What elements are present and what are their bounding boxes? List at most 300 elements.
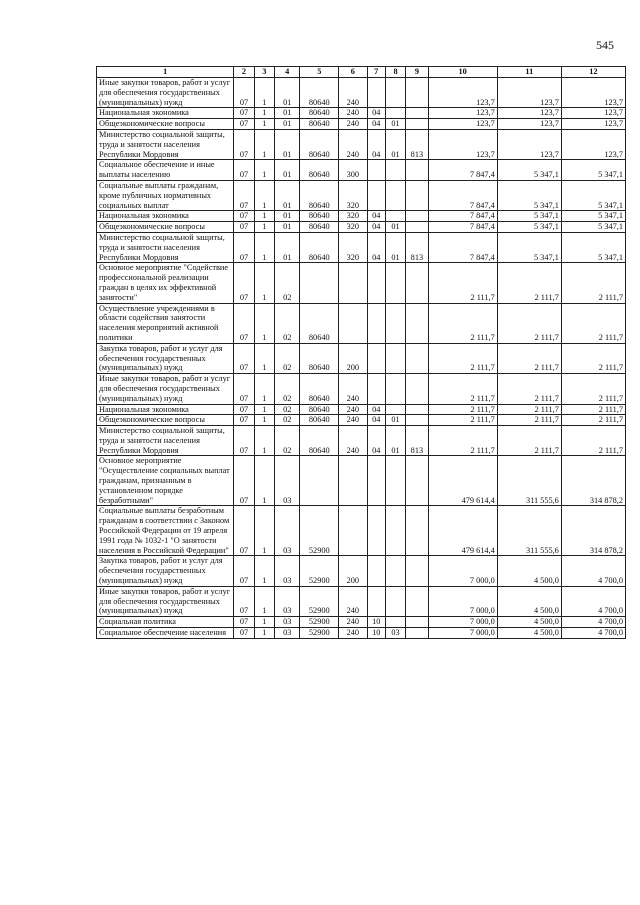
amount-cell: 479 614,4 [428,506,497,556]
code-cell: 320 [339,211,367,222]
code-cell: 03 [275,628,300,639]
amount-cell: 2 111,7 [428,374,497,404]
amount-cell: 2 111,7 [428,343,497,373]
code-cell: 07 [234,415,254,426]
code-cell: 01 [275,78,300,108]
code-cell: 01 [275,211,300,222]
code-cell: 07 [234,78,254,108]
row-name-cell: Социальные выплаты безработным гражданам в соответствии с Законом Российской Федерации от 19 апреля 1991 года № 1032-1 "О занятости населения в Российской Федерации" [97,506,234,556]
code-cell: 52900 [300,617,339,628]
table-body [97,78,626,639]
code-cell [367,456,385,506]
code-cell [385,404,405,415]
amount-cell: 123,7 [497,129,561,159]
code-cell: 1 [254,426,274,456]
amount-cell: 2 111,7 [428,415,497,426]
amount-cell: 311 555,6 [497,506,561,556]
code-cell [385,617,405,628]
table-row [97,415,626,426]
code-cell: 1 [254,160,274,181]
amount-cell: 4 700,0 [561,556,625,586]
column-header: 12 [561,67,625,78]
table-row [97,232,626,262]
code-cell: 320 [339,222,367,233]
code-cell [367,343,385,373]
code-cell [406,617,428,628]
code-cell: 240 [339,119,367,130]
code-cell: 1 [254,119,274,130]
amount-cell: 2 111,7 [561,343,625,373]
code-cell: 01 [385,415,405,426]
amount-cell: 2 111,7 [561,303,625,343]
code-cell [385,78,405,108]
code-cell: 03 [275,617,300,628]
code-cell [367,180,385,210]
row-name-cell: Иные закупки товаров, работ и услуг для обеспечения государственных (муниципальных) нужд [97,586,234,616]
amount-cell: 123,7 [497,78,561,108]
amount-cell: 5 347,1 [561,222,625,233]
code-cell [385,556,405,586]
row-name-cell: Общеэкономические вопросы [97,119,234,130]
code-cell [385,506,405,556]
amount-cell: 2 111,7 [561,415,625,426]
code-cell: 07 [234,374,254,404]
table-row [97,506,626,556]
code-cell: 04 [367,119,385,130]
code-cell: 07 [234,119,254,130]
code-cell: 1 [254,180,274,210]
code-cell [339,303,367,343]
code-cell: 07 [234,180,254,210]
amount-cell: 7 847,4 [428,160,497,181]
code-cell: 03 [275,456,300,506]
code-cell [385,108,405,119]
amount-cell: 123,7 [561,108,625,119]
table-row [97,628,626,639]
amount-cell: 123,7 [428,78,497,108]
code-cell: 01 [275,160,300,181]
code-cell: 02 [275,374,300,404]
column-header: 8 [385,67,405,78]
code-cell: 80640 [300,415,339,426]
code-cell: 02 [275,263,300,303]
code-cell: 04 [367,108,385,119]
code-cell [367,506,385,556]
column-header: 1 [97,67,234,78]
code-cell [385,160,405,181]
table-row [97,556,626,586]
code-cell [406,263,428,303]
table-row [97,263,626,303]
code-cell: 07 [234,586,254,616]
row-name-cell: Министерство социальной защиты, труда и занятости населения Республики Мордовия [97,232,234,262]
code-cell: 01 [275,129,300,159]
code-cell [300,456,339,506]
code-cell: 813 [406,232,428,262]
code-cell: 80640 [300,129,339,159]
code-cell: 80640 [300,426,339,456]
amount-cell: 5 347,1 [561,160,625,181]
amount-cell: 4 500,0 [497,586,561,616]
code-cell [339,456,367,506]
code-cell [385,586,405,616]
code-cell [406,78,428,108]
code-cell [406,556,428,586]
row-name-cell: Национальная экономика [97,211,234,222]
page-number: 545 [596,38,614,52]
row-name-cell: Общеэкономические вопросы [97,222,234,233]
code-cell: 200 [339,556,367,586]
amount-cell: 2 111,7 [428,263,497,303]
code-cell: 80640 [300,404,339,415]
code-cell [406,180,428,210]
amount-cell: 123,7 [428,129,497,159]
amount-cell: 5 347,1 [497,211,561,222]
code-cell: 03 [275,506,300,556]
table-row [97,617,626,628]
column-header: 3 [254,67,274,78]
row-name-cell: Общеэкономические вопросы [97,415,234,426]
table-row [97,211,626,222]
code-cell: 80640 [300,119,339,130]
table-row [97,108,626,119]
table-row [97,426,626,456]
code-cell: 1 [254,404,274,415]
amount-cell: 7 847,4 [428,211,497,222]
code-cell [406,628,428,639]
code-cell: 240 [339,415,367,426]
code-cell: 01 [385,129,405,159]
code-cell: 320 [339,180,367,210]
amount-cell: 123,7 [561,119,625,130]
row-name-cell: Осуществление учреждениями в области содействия занятости населения мероприятий активной политики [97,303,234,343]
code-cell [406,404,428,415]
code-cell [406,108,428,119]
code-cell: 07 [234,426,254,456]
code-cell: 04 [367,232,385,262]
code-cell: 1 [254,108,274,119]
code-cell [406,160,428,181]
code-cell: 240 [339,374,367,404]
column-header: 2 [234,67,254,78]
code-cell: 80640 [300,160,339,181]
code-cell [385,456,405,506]
code-cell: 1 [254,232,274,262]
code-cell: 813 [406,426,428,456]
amount-cell: 123,7 [497,119,561,130]
code-cell [385,263,405,303]
row-name-cell: Закупка товаров, работ и услуг для обеспечения государственных (муниципальных) нужд [97,343,234,373]
code-cell: 04 [367,415,385,426]
amount-cell: 2 111,7 [497,263,561,303]
column-header: 11 [497,67,561,78]
code-cell [406,506,428,556]
code-cell: 07 [234,404,254,415]
row-name-cell: Иные закупки товаров, работ и услуг для обеспечения государственных (муниципальных) нужд [97,374,234,404]
column-header: 4 [275,67,300,78]
code-cell: 07 [234,343,254,373]
amount-cell: 2 111,7 [561,263,625,303]
code-cell: 04 [367,426,385,456]
amount-cell: 314 878,2 [561,506,625,556]
code-cell: 04 [367,222,385,233]
code-cell [406,415,428,426]
amount-cell: 5 347,1 [497,232,561,262]
code-cell [406,456,428,506]
code-cell: 52900 [300,628,339,639]
code-cell: 80640 [300,374,339,404]
code-cell [367,78,385,108]
code-cell: 07 [234,506,254,556]
code-cell [385,374,405,404]
code-cell: 07 [234,211,254,222]
table-row [97,180,626,210]
code-cell: 01 [275,180,300,210]
code-cell: 01 [385,232,405,262]
code-cell [406,586,428,616]
amount-cell: 2 111,7 [497,426,561,456]
amount-cell: 7 847,4 [428,180,497,210]
code-cell [385,180,405,210]
code-cell [367,303,385,343]
row-name-cell: Социальное обеспечение и иные выплаты населению [97,160,234,181]
amount-cell: 2 111,7 [497,404,561,415]
amount-cell: 7 000,0 [428,556,497,586]
code-cell: 200 [339,343,367,373]
code-cell: 07 [234,232,254,262]
code-cell [367,263,385,303]
code-cell: 240 [339,404,367,415]
amount-cell: 2 111,7 [497,343,561,373]
code-cell: 320 [339,232,367,262]
code-cell: 52900 [300,506,339,556]
amount-cell: 314 878,2 [561,456,625,506]
amount-cell: 5 347,1 [497,160,561,181]
amount-cell: 2 111,7 [428,303,497,343]
code-cell: 1 [254,129,274,159]
budget-table [96,66,626,639]
code-cell: 07 [234,160,254,181]
code-cell: 80640 [300,211,339,222]
table-row [97,160,626,181]
code-cell: 01 [275,108,300,119]
table-row [97,374,626,404]
code-cell [406,222,428,233]
code-cell [367,374,385,404]
table-row [97,343,626,373]
code-cell: 1 [254,263,274,303]
row-name-cell: Основное мероприятие "Содействие профессиональной реализации граждан в целях их эффективной занятости" [97,263,234,303]
code-cell: 07 [234,628,254,639]
code-cell: 07 [234,617,254,628]
table-row [97,404,626,415]
row-name-cell: Министерство социальной защиты, труда и занятости населения Республики Мордовия [97,129,234,159]
amount-cell: 2 111,7 [497,374,561,404]
code-cell: 1 [254,506,274,556]
code-cell [367,556,385,586]
code-cell: 80640 [300,78,339,108]
code-cell: 80640 [300,180,339,210]
code-cell: 240 [339,129,367,159]
row-name-cell: Министерство социальной защиты, труда и занятости населения Республики Мордовия [97,426,234,456]
amount-cell: 5 347,1 [561,211,625,222]
code-cell: 02 [275,426,300,456]
row-name-cell: Социальное обеспечение населения [97,628,234,639]
code-cell: 80640 [300,343,339,373]
code-cell: 07 [234,263,254,303]
table-row [97,78,626,108]
code-cell: 80640 [300,303,339,343]
code-cell [406,119,428,130]
amount-cell: 2 111,7 [561,426,625,456]
code-cell: 1 [254,78,274,108]
code-cell: 01 [275,232,300,262]
code-cell: 52900 [300,586,339,616]
amount-cell: 7 000,0 [428,586,497,616]
table-row [97,222,626,233]
code-cell: 04 [367,404,385,415]
row-name-cell: Национальная экономика [97,404,234,415]
table-row [97,456,626,506]
code-cell: 1 [254,343,274,373]
code-cell [385,211,405,222]
code-cell: 300 [339,160,367,181]
code-cell: 04 [367,129,385,159]
table-row [97,303,626,343]
amount-cell: 4 500,0 [497,628,561,639]
code-cell: 03 [385,628,405,639]
row-name-cell: Социальные выплаты гражданам, кроме публичных нормативных социальных выплат [97,180,234,210]
code-cell: 1 [254,617,274,628]
row-name-cell: Социальная политика [97,617,234,628]
table-row [97,129,626,159]
amount-cell: 7 000,0 [428,617,497,628]
code-cell: 03 [275,556,300,586]
code-cell: 240 [339,586,367,616]
code-cell [385,303,405,343]
amount-cell: 4 700,0 [561,628,625,639]
amount-cell: 479 614,4 [428,456,497,506]
amount-cell: 123,7 [497,108,561,119]
code-cell: 1 [254,586,274,616]
code-cell: 07 [234,222,254,233]
amount-cell: 7 847,4 [428,232,497,262]
code-cell: 07 [234,456,254,506]
code-cell: 240 [339,617,367,628]
code-cell [339,263,367,303]
code-cell: 240 [339,628,367,639]
amount-cell: 123,7 [428,108,497,119]
amount-cell: 2 111,7 [561,374,625,404]
code-cell: 240 [339,78,367,108]
code-cell: 10 [367,617,385,628]
amount-cell: 5 347,1 [497,222,561,233]
code-cell [367,586,385,616]
amount-cell: 311 555,6 [497,456,561,506]
amount-cell: 2 111,7 [497,303,561,343]
code-cell: 813 [406,129,428,159]
code-cell: 02 [275,343,300,373]
code-cell: 01 [385,222,405,233]
code-cell [406,374,428,404]
code-cell: 1 [254,211,274,222]
code-cell: 02 [275,404,300,415]
amount-cell: 7 847,4 [428,222,497,233]
column-header: 10 [428,67,497,78]
code-cell: 1 [254,415,274,426]
amount-cell: 4 700,0 [561,586,625,616]
row-name-cell: Иные закупки товаров, работ и услуг для обеспечения государственных (муниципальных) нужд [97,78,234,108]
code-cell: 04 [367,211,385,222]
code-cell: 1 [254,374,274,404]
row-name-cell: Закупка товаров, работ и услуг для обеспечения государственных (муниципальных) нужд [97,556,234,586]
table-row [97,119,626,130]
code-cell: 1 [254,556,274,586]
code-cell: 01 [275,119,300,130]
amount-cell: 123,7 [561,129,625,159]
amount-cell: 5 347,1 [561,180,625,210]
code-cell: 1 [254,303,274,343]
column-header: 5 [300,67,339,78]
code-cell: 80640 [300,222,339,233]
row-name-cell: Национальная экономика [97,108,234,119]
table-row [97,586,626,616]
amount-cell: 7 000,0 [428,628,497,639]
code-cell: 07 [234,108,254,119]
code-cell: 80640 [300,108,339,119]
code-cell [367,160,385,181]
code-cell: 01 [385,426,405,456]
code-cell: 03 [275,586,300,616]
amount-cell: 123,7 [561,78,625,108]
amount-cell: 2 111,7 [428,426,497,456]
code-cell [406,211,428,222]
code-cell: 01 [275,222,300,233]
code-cell: 1 [254,222,274,233]
code-cell [406,343,428,373]
code-cell: 80640 [300,232,339,262]
amount-cell: 123,7 [428,119,497,130]
column-header: 9 [406,67,428,78]
amount-cell: 4 700,0 [561,617,625,628]
code-cell: 1 [254,456,274,506]
code-cell: 52900 [300,556,339,586]
code-cell [339,506,367,556]
amount-cell: 2 111,7 [428,404,497,415]
code-cell: 07 [234,556,254,586]
amount-cell: 2 111,7 [497,415,561,426]
amount-cell: 4 500,0 [497,617,561,628]
code-cell: 1 [254,628,274,639]
code-cell: 10 [367,628,385,639]
code-cell: 07 [234,303,254,343]
column-header: 7 [367,67,385,78]
amount-cell: 2 111,7 [561,404,625,415]
header-row [97,67,626,78]
code-cell: 01 [385,119,405,130]
amount-cell: 5 347,1 [497,180,561,210]
amount-cell: 4 500,0 [497,556,561,586]
code-cell [406,303,428,343]
code-cell [385,343,405,373]
code-cell: 240 [339,426,367,456]
amount-cell: 5 347,1 [561,232,625,262]
column-header: 6 [339,67,367,78]
code-cell: 240 [339,108,367,119]
code-cell: 07 [234,129,254,159]
code-cell: 02 [275,415,300,426]
row-name-cell: Основное мероприятие "Осуществление социальных выплат гражданам, признанным в установленном порядке безработными" [97,456,234,506]
